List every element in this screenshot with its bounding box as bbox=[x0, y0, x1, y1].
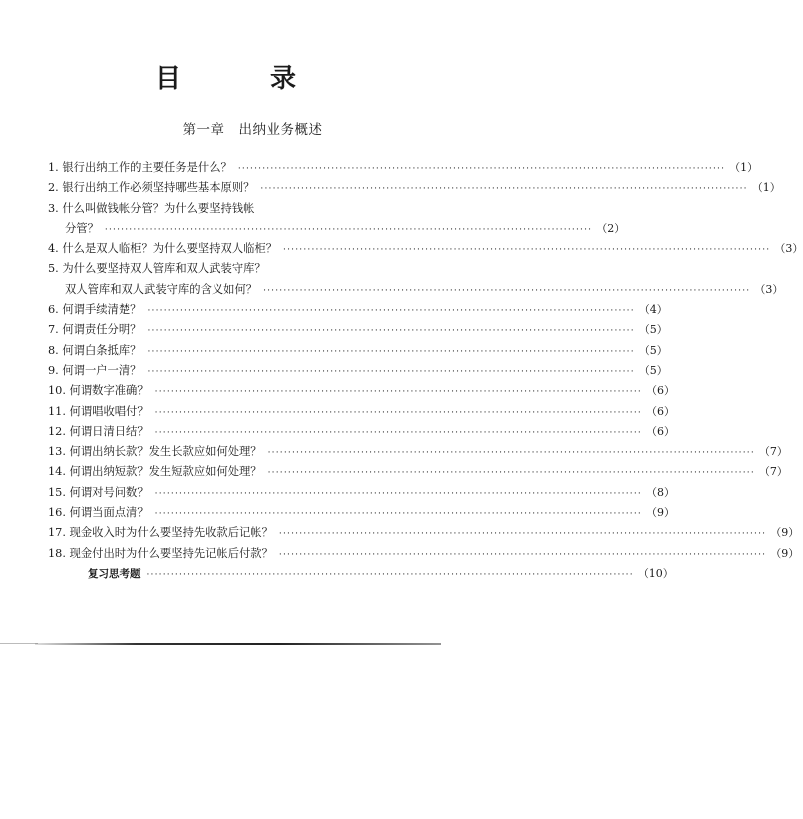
toc-entry-line bbox=[48, 462, 788, 482]
leader-dots: ························································································································ bbox=[154, 387, 642, 398]
toc-entry-line bbox=[48, 239, 803, 259]
toc-entry-text: 10. 何谓数字准确？ bbox=[48, 384, 149, 398]
leader-dots: ························································································································ bbox=[147, 326, 635, 337]
toc-entry-page: （3） bbox=[774, 242, 803, 256]
toc-entry-text: 6. 何谓手续清楚？ bbox=[48, 303, 142, 317]
chapter-number: 第一章 bbox=[182, 122, 225, 138]
leader-dots: ························································································································ bbox=[146, 569, 634, 580]
toc-entry-page: （6） bbox=[645, 384, 675, 398]
title-char-1: 目 bbox=[155, 64, 182, 94]
leader-dots: ························································································································ bbox=[260, 184, 748, 195]
chapter-name: 出纳业务概述 bbox=[238, 122, 323, 138]
toc-entry-text: 2. 银行出纳工作必须坚持哪些基本原则？ bbox=[48, 181, 255, 195]
leader-dots: ························································································································ bbox=[147, 346, 635, 357]
toc-review-line bbox=[48, 564, 674, 584]
toc-entry-text: 1. 银行出纳工作的主要任务是什么？ bbox=[48, 161, 232, 174]
leader-dots: ························································································································ bbox=[278, 549, 767, 560]
toc-entry-line bbox=[48, 422, 675, 442]
toc-entry-line bbox=[48, 402, 675, 422]
leader-dots: ························································································································ bbox=[147, 366, 635, 377]
toc-entry-text: 12. 何谓日清日结？ bbox=[48, 424, 149, 438]
toc-entry-text: 17. 现金收入时为什么要坚持先收款后记帐？ bbox=[48, 526, 273, 540]
toc-entry-text: 16. 何谓当面点清？ bbox=[48, 506, 149, 520]
toc-entry-text: 分管？ bbox=[65, 221, 99, 235]
toc-entry-page: （5） bbox=[638, 323, 668, 337]
leader-dots: ························································································································ bbox=[154, 488, 642, 499]
toc-entry-page: （9） bbox=[770, 546, 800, 560]
toc-entry-page: （9） bbox=[770, 526, 800, 540]
toc-entry-page: （7） bbox=[758, 445, 788, 459]
toc-entry-text: 13. 何谓出纳长款？发生长款应如何处理？ bbox=[48, 445, 262, 459]
leader-dots: ························································································································ bbox=[104, 224, 593, 235]
toc-entry-page: （1） bbox=[729, 161, 759, 174]
toc-entry-text: 15. 何谓对号问数？ bbox=[48, 485, 149, 499]
toc-entry-text: 11. 何谓唱收唱付？ bbox=[48, 404, 149, 418]
toc-entry-line bbox=[48, 300, 668, 320]
toc-entry-page: （7） bbox=[758, 465, 788, 479]
toc-entry-line bbox=[48, 341, 668, 361]
review-label: 复习思考题 bbox=[88, 567, 141, 580]
toc-entry-line bbox=[48, 523, 800, 543]
toc-entry-page: （3） bbox=[754, 282, 784, 296]
toc-entry-line bbox=[48, 483, 675, 503]
toc-entry-line bbox=[48, 544, 800, 564]
toc-entry-line bbox=[48, 280, 784, 300]
toc-entry-text: 双人管库和双人武装守库的含义如何？ bbox=[65, 282, 258, 296]
toc-entry-text: 9. 何谓一户一清？ bbox=[48, 363, 142, 377]
toc-entry-line bbox=[48, 178, 781, 198]
review-page: （10） bbox=[637, 566, 674, 580]
toc-entry-text: 3. 什么叫做钱帐分管？为什么要坚持钱帐 bbox=[48, 201, 255, 215]
toc-entry-line bbox=[48, 442, 788, 462]
toc-entry-page: （4） bbox=[638, 303, 668, 317]
toc-entry-line bbox=[48, 219, 626, 239]
toc-entry-text: 18. 现金付出时为什么要坚持先记帐后付款？ bbox=[48, 546, 273, 560]
toc-entry-line bbox=[48, 503, 675, 523]
leader-dots: ························································································································ bbox=[278, 529, 767, 540]
toc-entry-text: 14. 何谓出纳短款？发生短款应如何处理？ bbox=[48, 465, 262, 479]
leader-dots: ························································································································ bbox=[154, 509, 642, 520]
toc-list bbox=[48, 158, 803, 584]
leader-dots: ························································································································ bbox=[154, 427, 642, 438]
leader-dots: ························································································································ bbox=[154, 407, 642, 418]
toc-entry-line bbox=[48, 320, 668, 340]
toc-entry-line bbox=[48, 259, 396, 279]
toc-entry-page: （8） bbox=[645, 485, 675, 499]
toc-entry-page: （9） bbox=[645, 506, 675, 520]
toc-entry-text: 7. 何谓责任分明？ bbox=[48, 323, 142, 337]
toc-entry-line bbox=[48, 381, 675, 401]
leader-dots: ························································································································ bbox=[237, 164, 726, 174]
toc-entry-text: 4. 什么是双人临柜？为什么要坚持双人临柜？ bbox=[48, 242, 278, 256]
leader-dots: ························································································································ bbox=[263, 285, 751, 296]
toc-entry-page: （5） bbox=[638, 343, 668, 357]
toc-entry-page: （1） bbox=[751, 181, 781, 195]
toc-entry-text: 8. 何谓白条抵库？ bbox=[48, 343, 142, 357]
toc-entry-page: （6） bbox=[645, 404, 675, 418]
toc-entry-line bbox=[48, 361, 668, 381]
leader-dots: ························································································································ bbox=[267, 468, 755, 479]
leader-dots: ························································································································ bbox=[147, 306, 635, 317]
leader-dots: ························································································································ bbox=[267, 448, 755, 459]
page-title bbox=[0, 58, 505, 92]
leader-dots: ························································································································ bbox=[283, 245, 771, 256]
toc-entry-text: 5. 为什么要坚持双人管库和双人武装守库？ bbox=[48, 262, 266, 276]
page-rule bbox=[35, 643, 441, 645]
toc-entry-page: （5） bbox=[638, 363, 668, 377]
toc-entry-line bbox=[48, 158, 759, 178]
toc-entry-line bbox=[48, 199, 396, 219]
chapter-heading bbox=[0, 118, 505, 138]
page-rule-left bbox=[0, 643, 38, 644]
toc-entry-page: （6） bbox=[645, 424, 675, 438]
title-char-2: 录 bbox=[270, 64, 297, 94]
toc-entry-page: （2） bbox=[596, 221, 626, 235]
